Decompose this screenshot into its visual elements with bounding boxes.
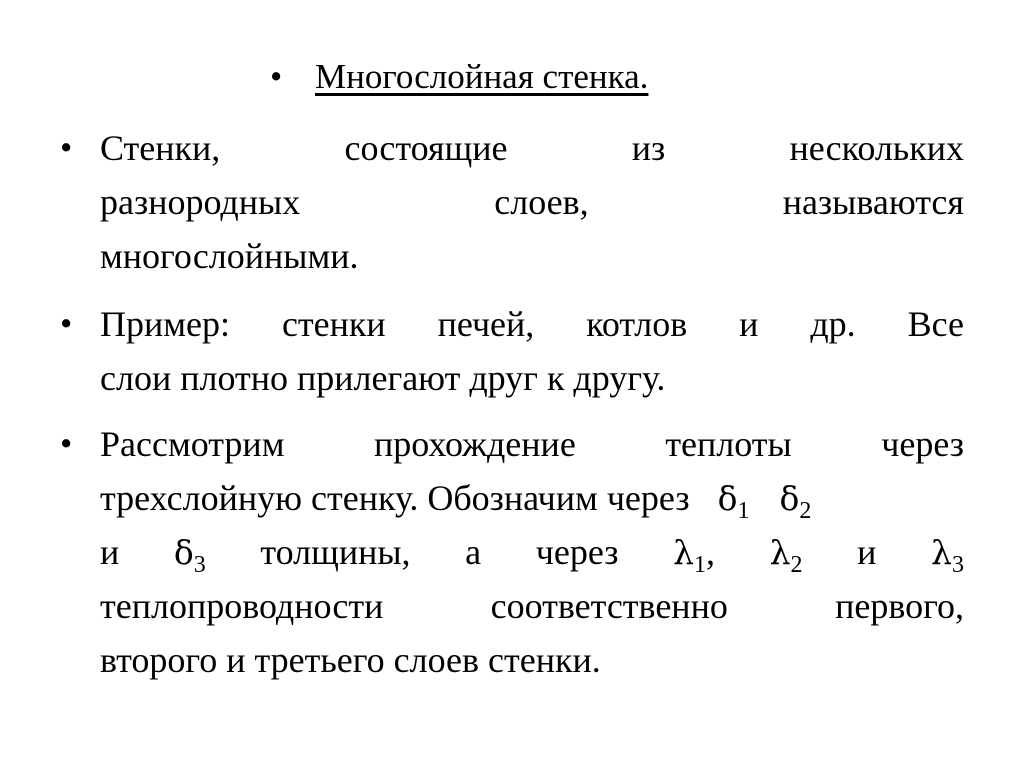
item-3-line-3 bbox=[100, 525, 964, 579]
word: называются bbox=[782, 182, 964, 222]
word: а bbox=[465, 532, 482, 572]
item-1-line-3 bbox=[100, 229, 964, 283]
lambda-symbol: λ bbox=[673, 533, 695, 572]
word: др. bbox=[810, 304, 856, 344]
item-1-line-2 bbox=[100, 175, 964, 229]
word: котлов bbox=[586, 304, 688, 344]
lambda-3-group bbox=[931, 525, 964, 579]
word: стенки bbox=[281, 304, 386, 344]
word: толщины, bbox=[260, 532, 411, 572]
lambda-symbol: λ bbox=[769, 533, 791, 572]
word: из bbox=[631, 128, 666, 168]
lambda-2-group bbox=[770, 525, 803, 579]
delta-symbol: δ bbox=[173, 533, 194, 572]
word: и bbox=[100, 532, 120, 572]
comma: , bbox=[706, 532, 716, 572]
delta-symbol: δ bbox=[717, 479, 738, 518]
word: соответственно bbox=[490, 586, 728, 626]
subscript-2: 2 bbox=[790, 552, 803, 578]
word: теплопроводности bbox=[100, 586, 384, 626]
word: прохождение bbox=[374, 424, 576, 464]
item-3-line-4 bbox=[100, 579, 964, 633]
word: слоев, bbox=[494, 182, 589, 222]
word: Стенки, bbox=[100, 128, 221, 168]
item-3-line-1 bbox=[100, 417, 964, 471]
slide-title: Многослойная стенка. bbox=[315, 57, 649, 96]
item-3-line-5 bbox=[100, 633, 964, 687]
item-1-line-1 bbox=[100, 121, 964, 175]
word: Все bbox=[907, 304, 964, 344]
delta-3-group bbox=[174, 525, 206, 579]
bullet-3: • bbox=[60, 424, 73, 463]
word: теплоты bbox=[665, 424, 792, 464]
line-text: слои плотно прилегают друг к другу. bbox=[100, 358, 666, 398]
bullet-2: • bbox=[60, 304, 73, 343]
word: состоящие bbox=[344, 128, 508, 168]
word: многослойными. bbox=[100, 236, 359, 276]
word: через bbox=[535, 532, 619, 572]
delta-symbol: δ bbox=[779, 479, 800, 518]
word: и bbox=[857, 532, 877, 572]
word: Рассмотрим bbox=[100, 424, 285, 464]
word: нескольких bbox=[789, 128, 964, 168]
line-text: второго и третьего слоев стенки. bbox=[100, 640, 601, 680]
title-bullet: • bbox=[270, 57, 283, 96]
item-3-line-2 bbox=[100, 471, 964, 525]
line-text: трехслойную стенку. Обозначим через bbox=[100, 478, 690, 518]
subscript-1: 1 bbox=[737, 498, 750, 524]
word: разнородных bbox=[100, 182, 301, 222]
subscript-3: 3 bbox=[951, 552, 964, 578]
item-2-line-1 bbox=[100, 297, 964, 351]
subscript-2: 2 bbox=[799, 498, 812, 524]
lambda-symbol: λ bbox=[931, 533, 952, 572]
word: первого, bbox=[835, 586, 964, 626]
subscript-3: 3 bbox=[193, 552, 206, 578]
word: через bbox=[881, 424, 964, 464]
subscript-1: 1 bbox=[694, 552, 707, 578]
bullet-1: • bbox=[60, 128, 73, 167]
lambda-1-group bbox=[673, 525, 715, 579]
word: и bbox=[739, 304, 759, 344]
word: Пример: bbox=[100, 304, 231, 344]
item-2-line-2 bbox=[100, 351, 964, 405]
word: печей, bbox=[437, 304, 535, 344]
